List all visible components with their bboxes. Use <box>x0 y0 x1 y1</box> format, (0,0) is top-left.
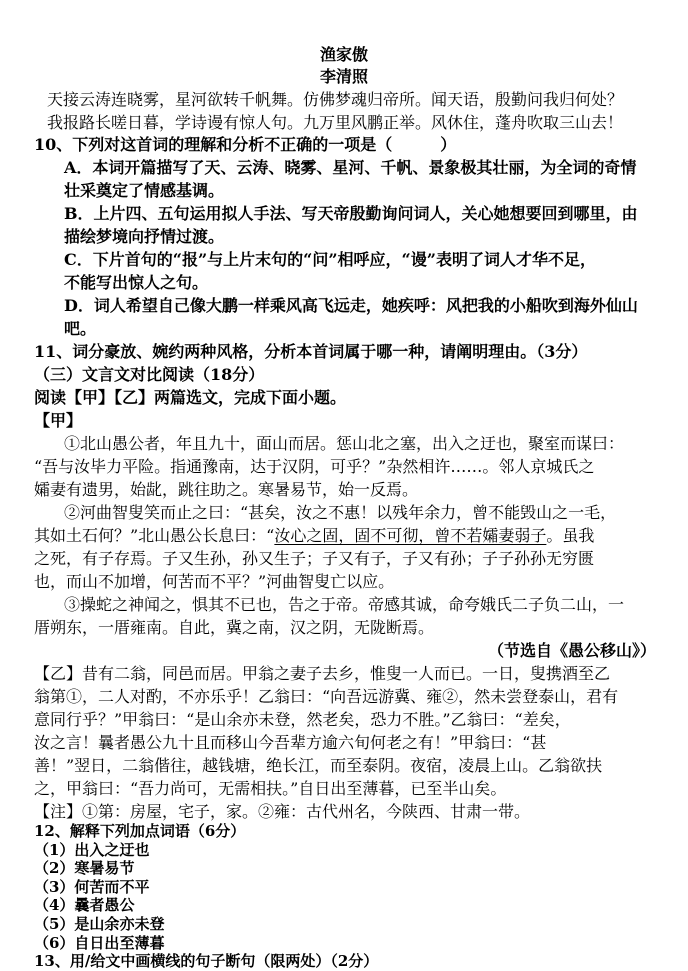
section-3-title: （三）文言文对比阅读（18分） <box>34 365 265 384</box>
passage-notes: 【注】①第：房屋，宅子，家。②雍：古代州名，今陕西、甘肃一带。 <box>34 802 531 821</box>
passage-jia-p1-line-1: ①北山愚公者，年且九十，面山而居。惩山北之塞，出入之迂也，聚室而谋曰： <box>64 434 625 453</box>
underlined-sentence: 汝心之固，固不可彻，曾不若孀妻弱子 <box>274 526 547 545</box>
passage-jia-label: 【甲】 <box>34 411 83 430</box>
question-12-item-5: （5）是山余亦未登 <box>34 915 165 933</box>
option-c-line-2: 不能写出惊人之句。 <box>64 273 209 292</box>
question-12-item-2: （2）寒暑易节 <box>34 859 135 878</box>
passage-yi-line-1: 【乙】昔有二翁，同邑而居。甲翁之妻子去乡，惟叟一人而已。一日，叟携酒至乙 <box>34 664 611 683</box>
passage-yi-line-3: 意同行乎？”甲翁曰：“是山余亦未登，然老矣，恐力不胜。”乙翁曰：“差矣， <box>34 710 571 729</box>
section-3-instruction: 阅读【甲】【乙】两篇选文，完成下面小题。 <box>34 388 347 407</box>
option-b-line-1: B．上片四、五句运用拟人手法、写天帝殷勤询问词人，关心她想要回到哪里，由 <box>64 204 638 223</box>
question-12-item-4: （4）曩者愚公 <box>34 896 135 915</box>
option-d-line-1: D．词人希望自己像大鹏一样乘风高飞远走，她疾呼：风把我的小船吹到海外仙山 <box>64 296 638 315</box>
passage-jia-p1-line-3: 孀妻有遗男，始龀，跳往助之。寒暑易节，始一反焉。 <box>34 480 419 499</box>
poem-title: 渔家傲 <box>319 45 368 64</box>
question-11: 11、词分豪放、婉约两种风格，分析本首词属于哪一种，请阐明理由。（3分） <box>34 342 588 361</box>
passage-jia-p3-line-1: ③操蛇之神闻之，惧其不已也，告之于帝。帝感其诚，命夸娥氏二子负二山，一 <box>64 595 625 614</box>
question-12-item-1: （1）出入之迂也 <box>34 840 150 859</box>
passage-jia-p2-line-2 <box>34 525 594 547</box>
question-12-item-6: （6）自日出至薄暮 <box>34 933 165 952</box>
passage-jia-p1-line-2: “吾与汝毕力平险。指通豫南，达于汉阴，可乎？”杂然相许……。邻人京城氏之 <box>34 457 595 476</box>
question-13: 13、用/给文中画横线的句子断句（限两处）（2分） <box>34 952 379 971</box>
passage-jia-p3-line-2: 厝朔东，一厝雍南。自此，冀之南，汉之阴，无陇断焉。 <box>34 618 435 637</box>
passage-jia-source: （节选自《愚公移山》） <box>487 641 656 660</box>
poem-line-2: 我报路长嗟日暮，学诗谩有惊人句。九万里风鹏正举。风休住，蓬舟吹取三山去！ <box>47 113 624 132</box>
question-12-item-3: （3）何苦而不平 <box>34 877 150 896</box>
passage-text: 其如土石何？”北山愚公长息曰：“ <box>34 526 275 545</box>
question-10-stem: 10、下列对这首词的理解和分析不正确的一项是（ ） <box>34 135 457 154</box>
question-12-stem: 12、解释下列加点词语（6分） <box>34 822 246 840</box>
passage-jia-p2-line-3: 之死，有子存焉。子又生孙，孙又生子；子又有子，子又有孙；子子孙孙无穷匮 <box>34 549 595 568</box>
passage-jia-p2-line-1: ②河曲智叟笑而止之曰：“甚矣，汝之不惠！以残年余力，曾不能毁山之一毛， <box>64 503 617 522</box>
passage-yi-line-6: 之，甲翁曰：“吾力尚可，无需相扶。”自日出至薄暮，已至半山矣。 <box>34 779 507 798</box>
option-a-line-2: 壮采奠定了情感基调。 <box>64 181 225 200</box>
option-a-line-1: A．本词开篇描写了天、云涛、晓雾、星河、千帆、景象极其壮丽，为全词的奇情 <box>64 158 637 177</box>
poem-author: 李清照 <box>319 67 368 86</box>
option-d-line-2: 吧。 <box>64 319 97 338</box>
passage-yi-line-2: 翁第①，二人对酌，不亦乐乎！乙翁曰：“向吾远游冀、雍②，然未尝登泰山，君有 <box>34 687 619 706</box>
passage-yi-line-5: 善！”翌日，二翁偕往，越钱塘，绝长江，而至泰阴。夜宿，凌晨上山。乙翁欲扶 <box>34 756 603 775</box>
option-c-line-1: C．下片首句的“报”与上片末句的“问”相呼应，“谩”表明了词人才华不足， <box>64 250 596 269</box>
passage-jia-p2-line-4: 也，而山不加增，何苦而不平？”河曲智叟亡以应。 <box>34 572 395 591</box>
poem-line-1: 天接云涛连晓雾，星河欲转千帆舞。仿佛梦魂归帝所。闻天语，殷勤问我归何处？ <box>47 90 624 109</box>
option-b-line-2: 描绘梦境向抒情过渡。 <box>64 227 225 246</box>
passage-yi-line-4: 汝之言！曩者愚公九十且而移山今吾辈方逾六旬何老之有！”甲翁曰：“甚 <box>34 733 547 752</box>
passage-text: 。虽我 <box>546 526 595 545</box>
